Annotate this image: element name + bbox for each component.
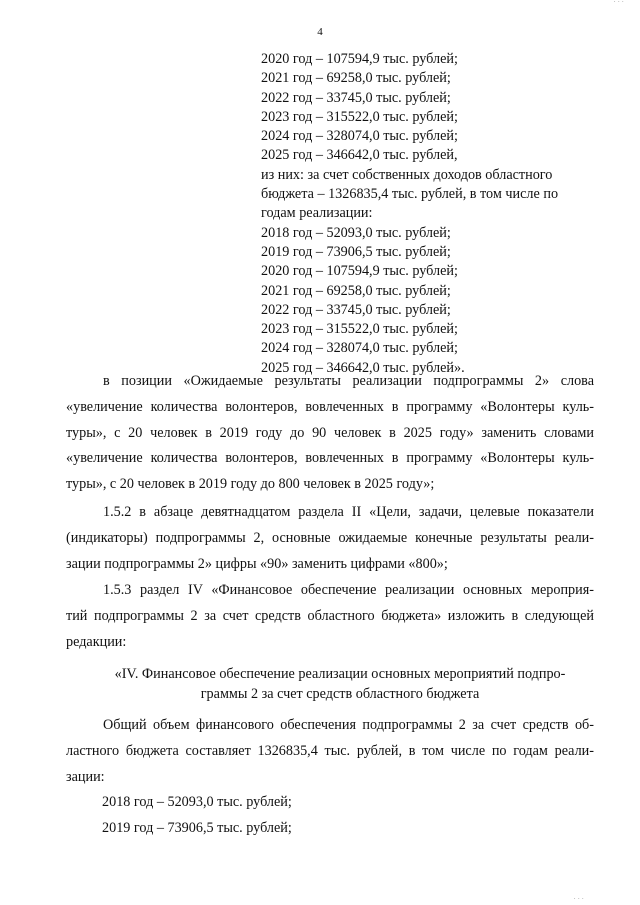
funding-line: 2020 год – 107594,9 тыс. рублей;: [261, 51, 458, 67]
section-heading: [90, 664, 590, 704]
paragraph-line: 1.5.2 в абзаце девятнадцатом раздела II «Цели, задачи, целевые показатели: [103, 504, 594, 520]
funding-line: 2025 год – 346642,0 тыс. рублей».: [261, 359, 465, 376]
funding-line: 2022 год – 33745,0 тыс. рублей;: [261, 89, 451, 106]
funding-line: 2018 год – 52093,0 тыс. рублей;: [261, 224, 451, 241]
paragraph-line: «увеличение количества волонтеров, вовлеченных в программу «Волонтеры куль-: [66, 450, 594, 467]
year-2019-line: 2019 год – 73906,5 тыс. рублей;: [102, 820, 292, 836]
funding-line: 2023 год – 315522,0 тыс. рублей;: [261, 321, 458, 338]
paragraph-line: зации:: [66, 768, 105, 785]
paragraph-line: туры», с 20 человек в 2019 году до 90 человек в 2025 году» заменить словами: [66, 424, 594, 441]
page-number: 4: [317, 26, 323, 38]
paragraph-line: «увеличение количества волонтеров, вовлеченных в программу «Волонтеры куль-: [66, 398, 594, 415]
funding-line: 2025 год – 346642,0 тыс. рублей,: [261, 147, 458, 164]
funding-note-line: бюджета – 1326835,4 тыс. рублей, в том числе по: [261, 186, 559, 203]
scan-mark: · · ·: [573, 895, 584, 903]
paragraph-line: Общий объем финансового обеспечения подпрограммы 2 за счет средств об-: [103, 717, 594, 733]
funding-line: 2022 год – 33745,0 тыс. рублей;: [261, 301, 451, 318]
funding-note-line: годам реализации:: [261, 205, 373, 222]
funding-line: 2021 год – 69258,0 тыс. рублей;: [261, 70, 451, 87]
scan-mark: · · ·: [613, 0, 624, 6]
paragraph-line: редакции:: [66, 633, 127, 650]
paragraph-line: тий подпрограммы 2 за счет средств областного бюджета» изложить в следующей: [66, 607, 594, 624]
paragraph-1-5-2: [66, 500, 594, 577]
funding-line: 2023 год – 315522,0 тыс. рублей;: [261, 108, 458, 125]
funding-line: 2021 год – 69258,0 тыс. рублей;: [261, 282, 451, 299]
funding-line: 2024 год – 328074,0 тыс. рублей;: [261, 128, 458, 145]
funding-note-line: из них: за счет собственных доходов областного: [261, 166, 553, 183]
paragraph-line: в позиции «Ожидаемые результаты реализации подпрограммы 2» слова: [103, 373, 594, 389]
funding-line: 2019 год – 73906,5 тыс. рублей;: [261, 243, 451, 260]
paragraph-line: ластного бюджета составляет 1326835,4 тыс. рублей, в том числе по годам реали-: [66, 742, 594, 759]
funding-breakdown-block: [261, 50, 559, 378]
paragraph-line: (индикаторы) подпрограммы 2, основные ожидаемые конечные результаты реали-: [66, 529, 594, 546]
paragraph-line: зации подпрограммы 2» цифры «90» заменить цифрами «800»;: [66, 555, 448, 572]
funding-line: 2020 год – 107594,9 тыс. рублей;: [261, 263, 458, 280]
paragraph-total-funding: [66, 713, 594, 790]
paragraph-expected-results: [66, 369, 594, 498]
funding-line: 2024 год – 328074,0 тыс. рублей;: [261, 340, 458, 357]
paragraph-line: туры», с 20 человек в 2019 году до 800 человек в 2025 году»;: [66, 476, 435, 493]
section-heading-line: граммы 2 за счет средств областного бюджета: [200, 686, 480, 702]
paragraph-1-5-3: [66, 578, 594, 655]
year-2018-line: 2018 год – 52093,0 тыс. рублей;: [102, 794, 292, 810]
section-heading-line: «IV. Финансовое обеспечение реализации основных мероприятий подпро-: [114, 666, 566, 682]
paragraph-line: 1.5.3 раздел IV «Финансовое обеспечение реализации основных мероприя-: [103, 582, 594, 598]
